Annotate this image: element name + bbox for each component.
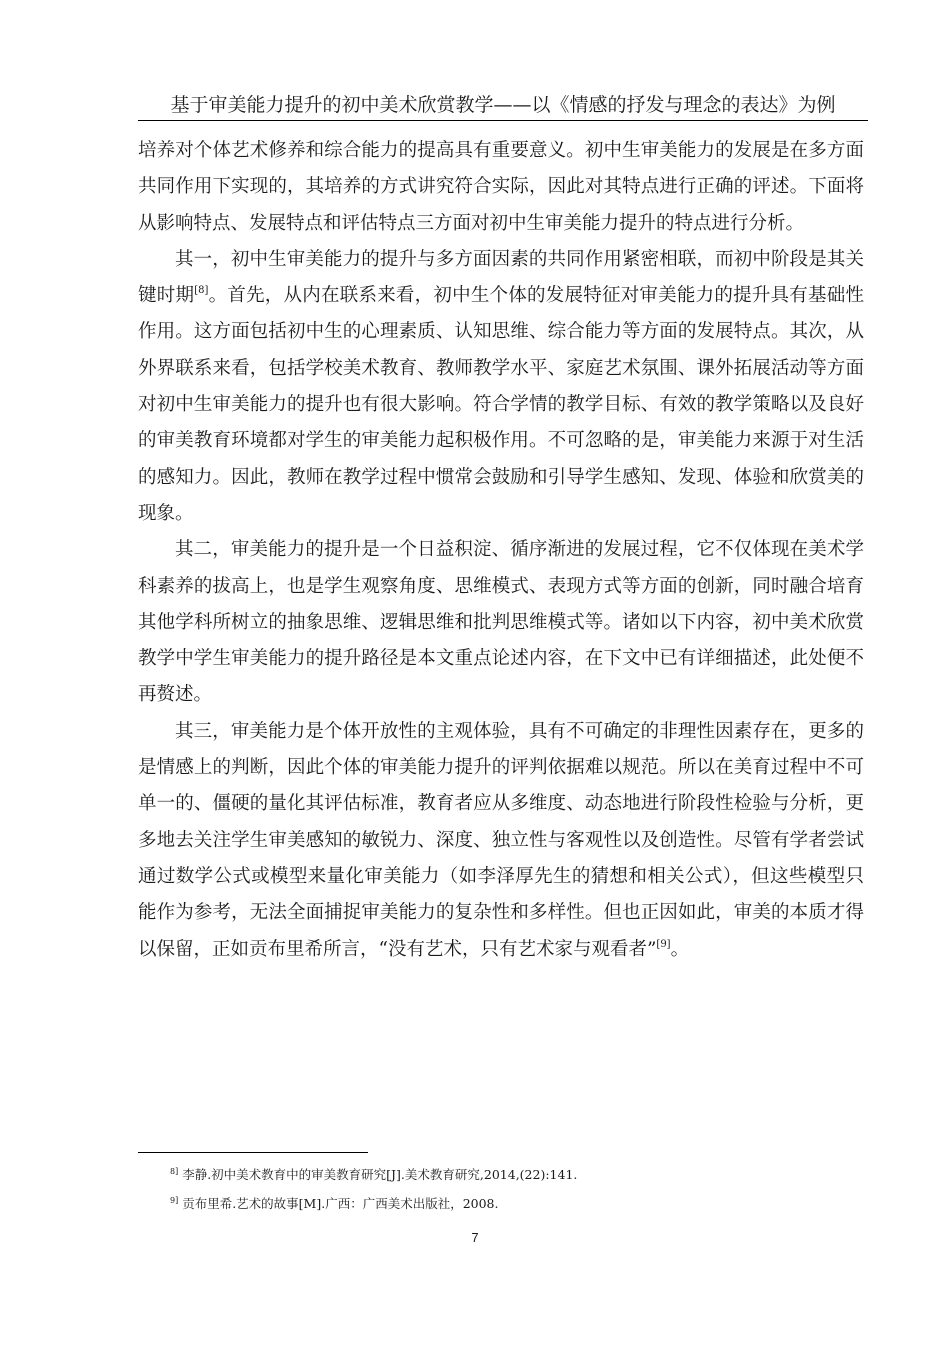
- footnote-text: 李静.初中美术教育中的审美教育研究[J].美术教育研究,2014,(22):141.: [178, 1167, 578, 1182]
- paragraph-4-part-b: 。: [670, 938, 690, 960]
- footnote-separator: [138, 1152, 368, 1153]
- paragraph-1: 培养对个体艺术修养和综合能力的提高具有重要意义。初中生审美能力的发展是在多方面共同作用下实现的，其培养的方式讲究符合实际，因此对其特点进行正确的评述。下面将从影响特点、发展特点和评估特点三方面对初中生审美能力提升的特点进行分析。: [138, 140, 864, 234]
- footnote-mark: 9]: [170, 1196, 179, 1205]
- paragraph-3: 其二，审美能力的提升是一个日益积淀、循序渐进的发展过程，它不仅体现在美术学科素养的拔高上，也是学生观察角度、思维模式、表现方式等方面的创新，同时融合培育其他学科所树立的抽象思维、逻辑思维和批判思维模式等。诸如以下内容，初中美术欣赏教学中学生审美能力的提升路径是本文重点论述内容，在下文中已有详细描述，此处便不再赘述。: [138, 539, 864, 706]
- body-text: [138, 133, 864, 968]
- paragraph-4-part-a: 其三，审美能力是个体开放性的主观体验，具有不可确定的非理性因素存在，更多的是情感上的判断，因此个体的审美能力提升的评判依据难以规范。所以在美育过程中不可单一的、僵硬的量化其评估标准，教育者应从多维度、动态地进行阶段性检验与分析，更多地去关注学生审美感知的敏锐力、深度、独立性与客观性以及创造性。尽管有学者尝试通过数学公式或模型来量化审美能力（如李泽厚先生的猜想和相关公式），但这些模型只能作为参考，无法全面捕捉审美能力的复杂性和多样性。但也正因如此，审美的本质才得以保留，正如贡布里希所言，“没有艺术，只有艺术家与观看者”: [138, 720, 864, 960]
- running-header: 基于审美能力提升的初中美术欣赏教学——以《情感的抒发与理念的表达》为例: [138, 92, 868, 121]
- footnote-9: [170, 1189, 870, 1218]
- paragraph-2-part-b: 。首先，从内在联系来看，初中生个体的发展特征对审美能力的提升具有基础性作用。这方面包括初中生的心理素质、认知思维、综合能力等方面的发展特点。其次，从外界联系来看，包括学校美术教育、教师教学水平、家庭艺术氛围、课外拓展活动等方面对初中生审美能力的提升也有很大影响。符合学情的教学目标、有效的教学策略以及良好的审美教育环境都对学生的审美能力起积极作用。不可忽略的是，审美能力来源于对生活的感知力。因此，教师在教学过程中惯常会鼓励和引导学生感知、发现、体验和欣赏美的现象。: [138, 285, 864, 524]
- footnote-mark: 8]: [170, 1167, 179, 1176]
- citation-ref-8[interactable]: [8]: [194, 285, 209, 297]
- paragraph-2: [138, 242, 864, 532]
- footnote-8: [170, 1160, 870, 1189]
- footnote-text: 贡布里希.艺术的故事[M].广西：广西美术出版社，2008.: [178, 1196, 499, 1211]
- footnotes: [170, 1160, 870, 1218]
- citation-ref-9[interactable]: [9]: [656, 938, 671, 950]
- paragraph-2-part-a: 其一，初中生审美能力的提升与多方面因素的共同作用紧密相联，而初中阶段是其关键时期: [138, 248, 864, 307]
- page-number: 7: [471, 1230, 479, 1245]
- paragraph-4: [138, 714, 864, 968]
